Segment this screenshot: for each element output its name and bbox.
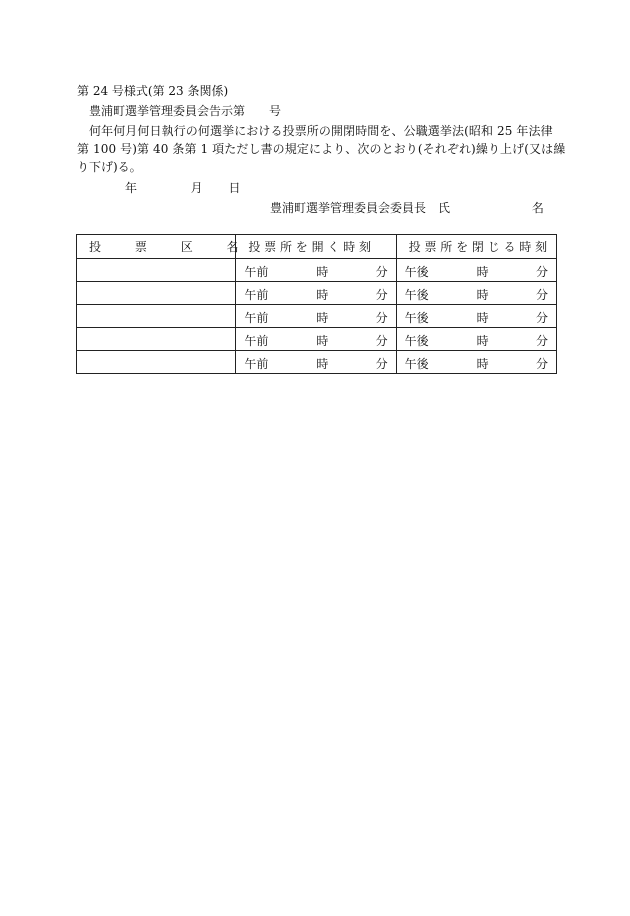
table-header-row (77, 235, 557, 259)
minute-label: 分 (375, 334, 388, 348)
pm-label: 午後 (404, 357, 429, 371)
am-label: 午前 (244, 357, 269, 371)
closing-time-cell[interactable] (396, 305, 556, 328)
header-district-char: 票 (134, 240, 147, 254)
hour-label: 時 (316, 265, 329, 279)
header-opening-time: 投 票 所 を 開 く 時 刻 (236, 235, 396, 259)
district-name-cell[interactable] (77, 305, 236, 328)
body-text-line-3: り下げ)る。 (77, 160, 142, 174)
minute-label: 分 (535, 265, 548, 279)
hour-label: 時 (476, 265, 489, 279)
hour-label: 時 (476, 288, 489, 302)
hour-label: 時 (316, 288, 329, 302)
minute-label: 分 (535, 334, 548, 348)
am-label: 午前 (244, 311, 269, 325)
header-district-char: 名 (226, 240, 239, 254)
pm-label: 午後 (404, 311, 429, 325)
date-line (125, 181, 241, 195)
opening-time-cell[interactable] (236, 259, 396, 282)
minute-label: 分 (535, 311, 548, 325)
minute-label: 分 (375, 357, 388, 371)
opening-time-cell[interactable] (236, 282, 396, 305)
pm-label: 午後 (404, 265, 429, 279)
district-name-cell[interactable] (77, 259, 236, 282)
table-row (77, 259, 557, 282)
table-row (77, 351, 557, 374)
date-day: 日 (228, 181, 241, 195)
table-row (77, 282, 557, 305)
hour-label: 時 (316, 311, 329, 325)
date-month: 月 (190, 181, 203, 195)
minute-label: 分 (375, 288, 388, 302)
minute-label: 分 (535, 288, 548, 302)
form-number: 第 24 号様式(第 23 条関係) (77, 84, 229, 98)
minute-label: 分 (375, 265, 388, 279)
hour-label: 時 (316, 334, 329, 348)
body-text-line-2: 第 100 号)第 40 条第 1 項ただし書の規定により、次のとおり(それぞれ)繰り上げ(又は繰 (77, 142, 566, 156)
pm-label: 午後 (404, 334, 429, 348)
header-closing-time: 投 票 所 を 閉 じ る 時 刻 (396, 235, 556, 259)
opening-time-cell[interactable] (236, 305, 396, 328)
closing-time-cell[interactable] (396, 351, 556, 374)
date-year: 年 (125, 181, 138, 195)
hour-label: 時 (316, 357, 329, 371)
minute-label: 分 (535, 357, 548, 371)
district-name-cell[interactable] (77, 328, 236, 351)
am-label: 午前 (244, 265, 269, 279)
hour-label: 時 (476, 357, 489, 371)
am-label: 午前 (244, 334, 269, 348)
closing-time-cell[interactable] (396, 282, 556, 305)
polling-hours-table (76, 234, 557, 374)
header-district-name (77, 235, 239, 259)
opening-time-cell[interactable] (236, 351, 396, 374)
opening-time-cell[interactable] (236, 328, 396, 351)
header-district-char: 区 (180, 240, 193, 254)
district-name-cell[interactable] (77, 282, 236, 305)
am-label: 午前 (244, 288, 269, 302)
closing-time-cell[interactable] (396, 259, 556, 282)
table-row (77, 328, 557, 351)
signature-title: 豊浦町選挙管理委員会委員長 氏 (270, 201, 451, 215)
district-name-cell[interactable] (77, 351, 236, 374)
pm-label: 午後 (404, 288, 429, 302)
body-text-line-1: 何年何月何日執行の何選挙における投票所の開閉時間を、公職選挙法(昭和 25 年法律 (89, 124, 553, 138)
notice-title: 豊浦町選挙管理委員会告示第 号 (89, 104, 282, 118)
table-row (77, 305, 557, 328)
signature-name-suffix: 名 (531, 201, 544, 215)
hour-label: 時 (476, 311, 489, 325)
signature-line (270, 201, 544, 215)
minute-label: 分 (375, 311, 388, 325)
hour-label: 時 (476, 334, 489, 348)
closing-time-cell[interactable] (396, 328, 556, 351)
header-district-char: 投 (89, 240, 102, 254)
